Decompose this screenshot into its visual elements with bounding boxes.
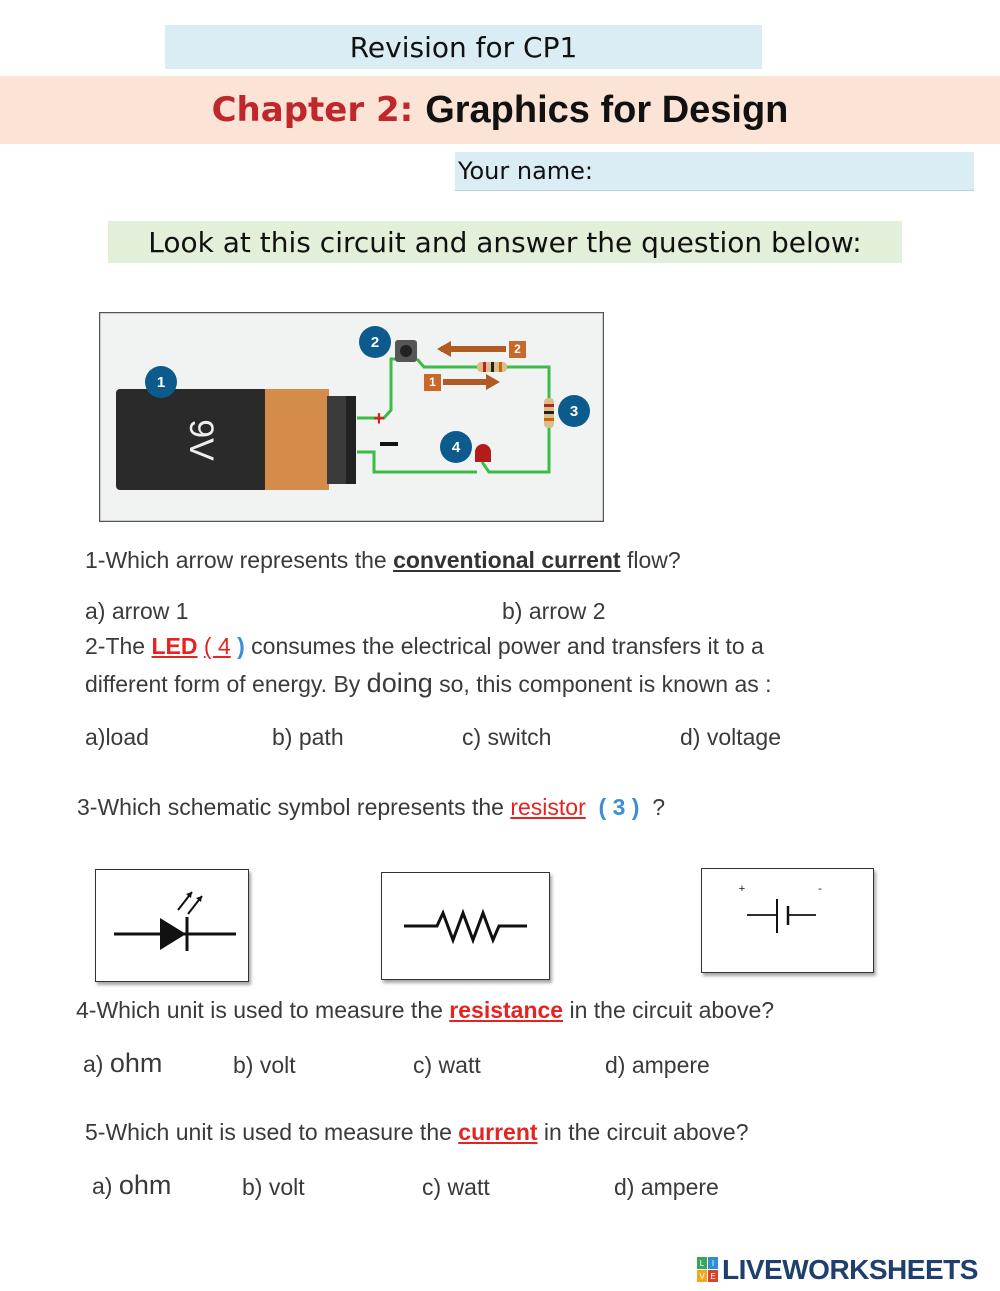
q4-option-d[interactable]: d) ampere xyxy=(605,1052,710,1078)
battery-terminal-plate xyxy=(327,396,347,484)
revision-title: Revision for CP1 xyxy=(165,25,762,69)
question-1: 1-Which arrow represents the conventional current flow? xyxy=(85,547,681,573)
cell-minus: - xyxy=(818,883,822,895)
q4-option-c[interactable]: c) watt xyxy=(413,1052,481,1078)
q2-option-d[interactable]: d) voltage xyxy=(680,724,782,750)
led-component xyxy=(475,444,491,462)
svg-text:I: I xyxy=(711,1259,715,1269)
q4-option-b[interactable]: b) volt xyxy=(233,1052,296,1078)
symbol-cell-option[interactable] xyxy=(701,868,874,973)
symbol-resistor-option[interactable] xyxy=(381,872,550,980)
svg-text:L: L xyxy=(699,1259,705,1269)
battery-cap xyxy=(265,389,329,490)
q1-option-b[interactable]: b) arrow 2 xyxy=(502,598,606,624)
marker-4: 4 xyxy=(451,438,461,456)
symbol-led-option[interactable] xyxy=(95,869,249,982)
minus-sign xyxy=(380,442,398,446)
battery-label: 9V xyxy=(182,419,221,461)
q2-option-c[interactable]: c) switch xyxy=(462,724,552,750)
marker-1: 1 xyxy=(156,373,166,391)
name-label: Your name: xyxy=(458,157,594,185)
name-input[interactable] xyxy=(601,153,974,189)
svg-text:V: V xyxy=(699,1272,705,1282)
q2-option-b[interactable]: b) path xyxy=(272,724,344,750)
q1-option-a[interactable]: a) arrow 1 xyxy=(85,598,189,624)
q1-highlight: conventional current xyxy=(393,547,621,573)
q5-option-d[interactable]: d) ampere xyxy=(614,1174,719,1200)
chapter-banner xyxy=(0,76,1000,144)
q5-option-b[interactable]: b) volt xyxy=(242,1174,305,1200)
question-4: 4-Which unit is used to measure the resistance in the circuit above? xyxy=(76,997,775,1023)
svg-text:E: E xyxy=(710,1272,716,1282)
q2-highlight: LED xyxy=(151,633,198,659)
name-field-container xyxy=(455,152,974,191)
battery-terminal-edge xyxy=(346,396,356,484)
q3-highlight: resistor xyxy=(510,794,586,820)
q2-number: ( 4 xyxy=(203,633,231,659)
q4-option-a[interactable]: a) ohm xyxy=(83,1048,163,1078)
q5-option-c[interactable]: c) watt xyxy=(422,1174,490,1200)
q5-highlight: current xyxy=(458,1119,538,1145)
liveworksheets-logo xyxy=(697,1255,978,1285)
question-3: 3-Which schematic symbol represents the resistor ( 3 ) ? xyxy=(77,794,665,820)
marker-2: 2 xyxy=(370,333,380,351)
q5-option-a[interactable]: a) ohm xyxy=(92,1170,172,1200)
q3-number: ( 3 ) xyxy=(598,794,640,820)
q2-option-a[interactable]: a)load xyxy=(85,724,149,750)
instruction-text: Look at this circuit and answer the question below: xyxy=(108,221,902,263)
question-2-line-1: 2-The LED ( 4 ) consumes the electrical power and transfers it to a xyxy=(85,633,764,659)
arrow-1-label: 1 xyxy=(429,375,436,390)
liveworksheets-brand: LIVEWORKSHEETS xyxy=(722,1254,978,1285)
chapter-label: Chapter 2: xyxy=(211,90,414,130)
liveworksheets-icon xyxy=(697,1257,719,1283)
arrow-2-label: 2 xyxy=(514,342,521,357)
cell-plus: + xyxy=(738,883,746,895)
chapter-title: Graphics for Design xyxy=(425,88,789,131)
q4-highlight: resistance xyxy=(449,997,564,1023)
circuit-diagram xyxy=(99,312,604,522)
plus-sign: + xyxy=(373,408,385,430)
marker-3: 3 xyxy=(569,402,579,420)
question-2-line-2: different form of energy. By doing so, this component is known as : xyxy=(85,668,772,698)
question-5: 5-Which unit is used to measure the current in the circuit above? xyxy=(85,1119,749,1145)
q2-number-close: ) xyxy=(237,633,245,659)
